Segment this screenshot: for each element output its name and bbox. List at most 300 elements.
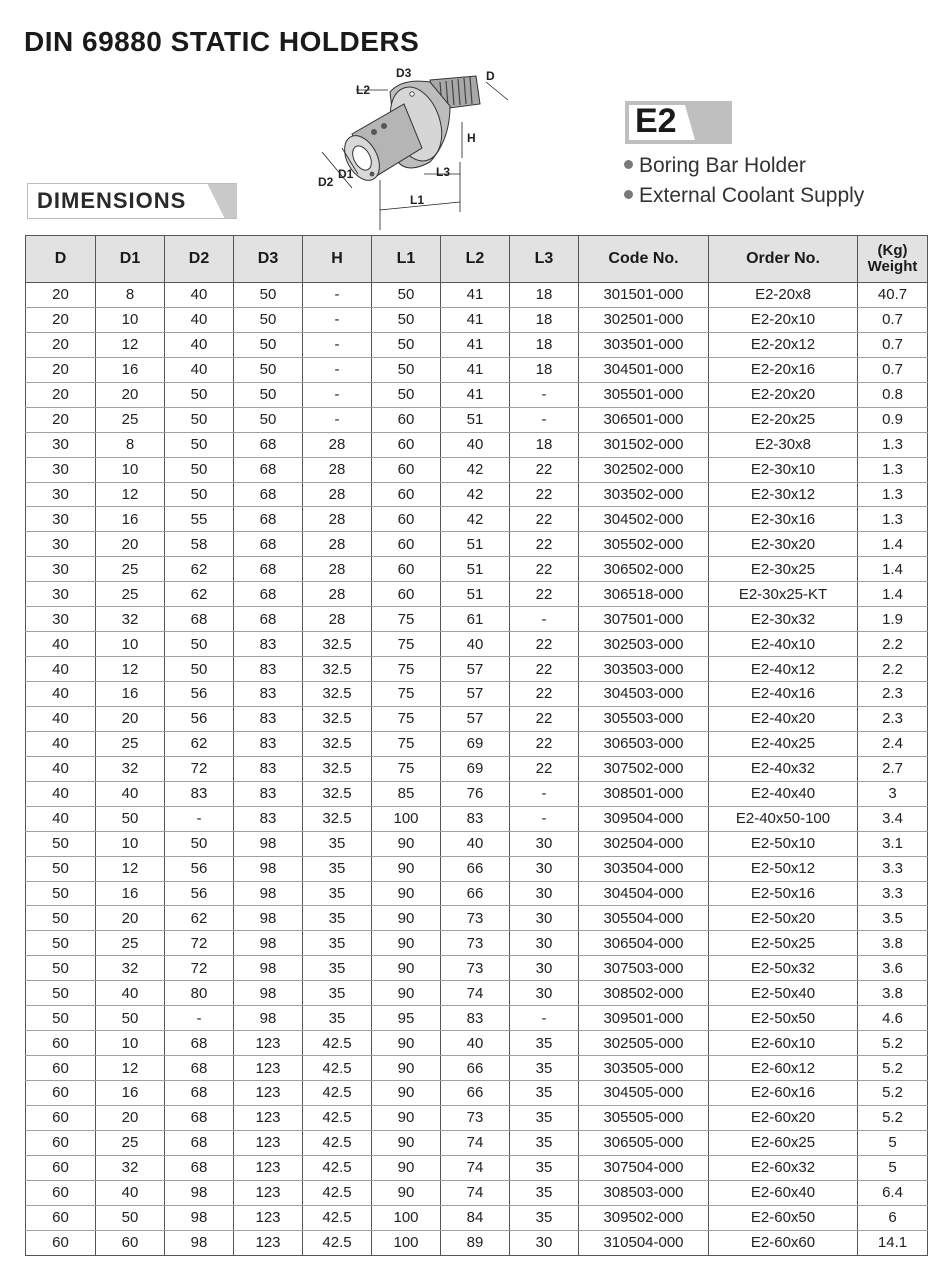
cell-d: 40 [26,632,96,657]
cell-d1: 32 [96,607,165,632]
cell-l2: 51 [441,407,510,432]
cell-d3: 123 [234,1230,303,1255]
cell-l3: 35 [510,1205,579,1230]
cell-d1: 20 [96,1105,165,1130]
column-header-d: D [26,236,96,283]
cell-l1: 90 [372,856,441,881]
table-row [26,1056,928,1081]
cell-l1: 90 [372,1031,441,1056]
cell-weight: 2.2 [858,657,928,682]
cell-weight: 40.7 [858,283,928,308]
cell-weight: 3.8 [858,931,928,956]
cell-d1: 10 [96,831,165,856]
cell-l2: 69 [441,731,510,756]
cell-d2: 68 [165,607,234,632]
cell-h: 28 [303,507,372,532]
cell-d2: 62 [165,582,234,607]
cell-weight: 4.6 [858,1006,928,1031]
cell-d2: 56 [165,682,234,707]
cell-weight: 3 [858,781,928,806]
cell-d1: 50 [96,1205,165,1230]
cell-d2: 56 [165,881,234,906]
cell-d3: 50 [234,283,303,308]
cell-code-no: 304502-000 [579,507,709,532]
cell-h: - [303,307,372,332]
cell-d1: 16 [96,881,165,906]
cell-h: 35 [303,981,372,1006]
cell-order-no: E2-20x20 [709,382,858,407]
cell-l1: 90 [372,1081,441,1106]
cell-d1: 12 [96,657,165,682]
cell-weight: 5 [858,1155,928,1180]
cell-h: 42.5 [303,1180,372,1205]
cell-d2: 68 [165,1105,234,1130]
cell-l3: 30 [510,981,579,1006]
cell-h: 42.5 [303,1205,372,1230]
feature-label: External Coolant Supply [639,184,865,207]
table-row [26,1230,928,1255]
cell-order-no: E2-60x32 [709,1155,858,1180]
cell-d2: 68 [165,1056,234,1081]
cell-l2: 69 [441,756,510,781]
column-header-weight [858,236,928,283]
column-header-d2: D2 [165,236,234,283]
cell-l2: 41 [441,283,510,308]
cell-weight: 3.6 [858,956,928,981]
cell-l3: 22 [510,482,579,507]
cell-code-no: 306505-000 [579,1130,709,1155]
cell-d3: 68 [234,557,303,582]
cell-l3: - [510,407,579,432]
cell-l2: 76 [441,781,510,806]
cell-code-no: 302501-000 [579,307,709,332]
cell-weight: 6.4 [858,1180,928,1205]
cell-d1: 32 [96,1155,165,1180]
cell-l3: 22 [510,532,579,557]
cell-d3: 68 [234,582,303,607]
cell-code-no: 309504-000 [579,806,709,831]
cell-h: 42.5 [303,1105,372,1130]
cell-d2: - [165,1006,234,1031]
static-holder-drawing-icon [312,62,522,234]
cell-weight: 0.7 [858,357,928,382]
cell-code-no: 301502-000 [579,432,709,457]
table-row [26,682,928,707]
cell-l3: 35 [510,1081,579,1106]
cell-code-no: 309501-000 [579,1006,709,1031]
cell-l1: 75 [372,756,441,781]
cell-l3: 35 [510,1105,579,1130]
cell-order-no: E2-30x16 [709,507,858,532]
cell-d2: 56 [165,856,234,881]
cell-d2: 98 [165,1230,234,1255]
cell-l1: 90 [372,1056,441,1081]
cell-l3: 30 [510,856,579,881]
cell-code-no: 307503-000 [579,956,709,981]
column-header-l2: L2 [441,236,510,283]
cell-order-no: E2-60x20 [709,1105,858,1130]
cell-d3: 68 [234,432,303,457]
cell-d3: 83 [234,731,303,756]
cell-h: 28 [303,457,372,482]
cell-order-no: E2-40x40 [709,781,858,806]
cell-d: 30 [26,507,96,532]
cell-code-no: 306518-000 [579,582,709,607]
cell-code-no: 304505-000 [579,1081,709,1106]
cell-d: 20 [26,382,96,407]
table-row [26,532,928,557]
cell-d2: 62 [165,557,234,582]
cell-l2: 41 [441,307,510,332]
cell-code-no: 305503-000 [579,706,709,731]
cell-weight: 1.3 [858,432,928,457]
cell-d: 30 [26,582,96,607]
cell-l3: 22 [510,657,579,682]
cell-d1: 20 [96,706,165,731]
feature-label: Boring Bar Holder [639,154,806,177]
cell-h: 28 [303,432,372,457]
cell-d1: 32 [96,756,165,781]
table-row [26,307,928,332]
column-header-code-no: Code No. [579,236,709,283]
table-row [26,956,928,981]
cell-l1: 50 [372,332,441,357]
cell-order-no: E2-50x20 [709,906,858,931]
cell-d: 30 [26,482,96,507]
cell-h: - [303,357,372,382]
cell-d3: 98 [234,881,303,906]
cell-code-no: 307501-000 [579,607,709,632]
cell-d2: - [165,806,234,831]
cell-l3: 18 [510,307,579,332]
cell-l2: 51 [441,557,510,582]
cell-code-no: 305501-000 [579,382,709,407]
cell-l2: 73 [441,956,510,981]
cell-d1: 25 [96,731,165,756]
cell-l1: 60 [372,407,441,432]
cell-d3: 68 [234,457,303,482]
cell-l1: 90 [372,881,441,906]
cell-weight: 3.3 [858,881,928,906]
cell-d: 20 [26,332,96,357]
cell-d2: 50 [165,432,234,457]
cell-d: 30 [26,557,96,582]
cell-order-no: E2-50x25 [709,931,858,956]
table-row [26,582,928,607]
cell-d1: 8 [96,432,165,457]
diagram-label-d1: D1 [338,167,354,181]
cell-d1: 50 [96,1006,165,1031]
cell-l2: 41 [441,357,510,382]
cell-d: 50 [26,906,96,931]
cell-l2: 41 [441,382,510,407]
cell-l3: - [510,781,579,806]
cell-order-no: E2-60x60 [709,1230,858,1255]
cell-weight: 1.3 [858,507,928,532]
cell-l3: 30 [510,956,579,981]
cell-h: 28 [303,582,372,607]
cell-l1: 60 [372,557,441,582]
cell-d: 20 [26,357,96,382]
cell-l2: 57 [441,657,510,682]
cell-code-no: 308501-000 [579,781,709,806]
cell-d3: 98 [234,856,303,881]
cell-l1: 60 [372,482,441,507]
cell-weight: 3.1 [858,831,928,856]
cell-l1: 50 [372,357,441,382]
cell-l2: 40 [441,432,510,457]
table-row [26,283,928,308]
table-row [26,1155,928,1180]
cell-code-no: 303504-000 [579,856,709,881]
cell-l2: 40 [441,831,510,856]
cell-h: 32.5 [303,731,372,756]
cell-l2: 66 [441,856,510,881]
cell-weight: 1.4 [858,532,928,557]
cell-l1: 50 [372,283,441,308]
column-header-l3: L3 [510,236,579,283]
cell-l1: 85 [372,781,441,806]
cell-order-no: E2-60x25 [709,1130,858,1155]
table-row [26,831,928,856]
cell-d3: 98 [234,931,303,956]
cell-code-no: 302502-000 [579,457,709,482]
cell-d3: 83 [234,632,303,657]
cell-order-no: E2-40x12 [709,657,858,682]
cell-l1: 60 [372,582,441,607]
cell-d3: 123 [234,1081,303,1106]
cell-d: 20 [26,407,96,432]
cell-l3: 18 [510,332,579,357]
cell-weight: 1.4 [858,557,928,582]
cell-h: 42.5 [303,1130,372,1155]
cell-l2: 42 [441,507,510,532]
cell-weight: 5 [858,1130,928,1155]
cell-l3: 35 [510,1180,579,1205]
cell-l3: - [510,607,579,632]
cell-order-no: E2-50x32 [709,956,858,981]
cell-h: - [303,332,372,357]
cell-d: 50 [26,881,96,906]
cell-h: 35 [303,881,372,906]
table-row [26,906,928,931]
cell-order-no: E2-20x10 [709,307,858,332]
cell-h: 35 [303,906,372,931]
cell-weight: 2.3 [858,682,928,707]
bullet-icon [624,160,633,169]
cell-h: 35 [303,931,372,956]
cell-l1: 60 [372,432,441,457]
cell-l1: 100 [372,1230,441,1255]
cell-order-no: E2-30x32 [709,607,858,632]
cell-d3: 50 [234,332,303,357]
cell-d3: 98 [234,1006,303,1031]
table-row [26,657,928,682]
table-row [26,432,928,457]
cell-d: 60 [26,1105,96,1130]
dimensions-table [25,235,928,1256]
cell-d: 50 [26,1006,96,1031]
cell-d2: 50 [165,482,234,507]
dimensions-section-tab [27,183,237,219]
table-row [26,507,928,532]
table-row [26,557,928,582]
cell-l2: 89 [441,1230,510,1255]
cell-h: 32.5 [303,682,372,707]
cell-code-no: 303501-000 [579,332,709,357]
feature-list [624,151,864,211]
cell-l2: 73 [441,1105,510,1130]
table-row [26,756,928,781]
cell-d3: 123 [234,1205,303,1230]
cell-d1: 16 [96,357,165,382]
cell-weight: 3.8 [858,981,928,1006]
cell-d1: 40 [96,1180,165,1205]
cell-l1: 90 [372,906,441,931]
cell-d1: 20 [96,532,165,557]
cell-code-no: 301501-000 [579,283,709,308]
cell-h: 42.5 [303,1056,372,1081]
cell-d2: 72 [165,956,234,981]
cell-l2: 42 [441,457,510,482]
cell-code-no: 306502-000 [579,557,709,582]
cell-h: 28 [303,557,372,582]
cell-d3: 98 [234,831,303,856]
cell-d1: 8 [96,283,165,308]
cell-l1: 75 [372,607,441,632]
table-row [26,332,928,357]
table-row [26,1081,928,1106]
cell-d2: 68 [165,1031,234,1056]
cell-l2: 84 [441,1205,510,1230]
cell-d: 60 [26,1081,96,1106]
cell-l1: 100 [372,806,441,831]
cell-d3: 50 [234,407,303,432]
cell-h: 35 [303,856,372,881]
cell-weight: 2.7 [858,756,928,781]
cell-l1: 75 [372,682,441,707]
series-tag [625,101,732,144]
cell-l1: 90 [372,931,441,956]
cell-h: 42.5 [303,1230,372,1255]
cell-order-no: E2-40x16 [709,682,858,707]
column-header-l1: L1 [372,236,441,283]
cell-l1: 90 [372,1130,441,1155]
cell-l3: 22 [510,756,579,781]
cell-l1: 75 [372,657,441,682]
cell-d2: 98 [165,1205,234,1230]
cell-d1: 10 [96,1031,165,1056]
table-row [26,357,928,382]
cell-order-no: E2-20x8 [709,283,858,308]
cell-h: - [303,283,372,308]
column-header-d1: D1 [96,236,165,283]
cell-code-no: 306501-000 [579,407,709,432]
cell-order-no: E2-30x10 [709,457,858,482]
cell-d: 40 [26,756,96,781]
cell-l2: 66 [441,1081,510,1106]
cell-d: 50 [26,981,96,1006]
cell-l1: 60 [372,532,441,557]
diagram-label-l3: L3 [436,165,451,179]
cell-d: 30 [26,607,96,632]
column-header-h: H [303,236,372,283]
weight-label: Weight [867,258,918,275]
cell-d3: 68 [234,507,303,532]
cell-l3: 30 [510,831,579,856]
cell-h: 35 [303,956,372,981]
cell-d3: 123 [234,1031,303,1056]
cell-d1: 16 [96,682,165,707]
cell-order-no: E2-60x50 [709,1205,858,1230]
cell-h: 28 [303,532,372,557]
cell-d: 60 [26,1180,96,1205]
cell-l3: 35 [510,1056,579,1081]
cell-code-no: 304501-000 [579,357,709,382]
cell-l2: 83 [441,1006,510,1031]
cell-order-no: E2-30x20 [709,532,858,557]
table-row [26,407,928,432]
cell-d: 20 [26,283,96,308]
cell-l2: 73 [441,931,510,956]
cell-code-no: 309502-000 [579,1205,709,1230]
cell-l3: 22 [510,731,579,756]
series-tag-label: E2 [635,102,677,140]
cell-h: 32.5 [303,706,372,731]
column-header-order-no: Order No. [709,236,858,283]
cell-l1: 90 [372,831,441,856]
cell-weight: 2.4 [858,731,928,756]
cell-d2: 58 [165,532,234,557]
cell-d1: 12 [96,332,165,357]
cell-weight: 2.3 [858,706,928,731]
cell-l2: 57 [441,706,510,731]
cell-d3: 123 [234,1056,303,1081]
cell-d3: 98 [234,981,303,1006]
cell-weight: 5.2 [858,1056,928,1081]
cell-d: 50 [26,956,96,981]
cell-code-no: 310504-000 [579,1230,709,1255]
cell-d3: 83 [234,806,303,831]
cell-d2: 50 [165,657,234,682]
cell-d3: 123 [234,1155,303,1180]
cell-order-no: E2-60x12 [709,1056,858,1081]
cell-weight: 3.3 [858,856,928,881]
cell-d1: 25 [96,582,165,607]
table-row [26,806,928,831]
cell-l1: 75 [372,731,441,756]
cell-l2: 51 [441,582,510,607]
cell-l3: 22 [510,557,579,582]
cell-code-no: 306503-000 [579,731,709,756]
cell-d: 60 [26,1155,96,1180]
cell-code-no: 307502-000 [579,756,709,781]
cell-d3: 83 [234,706,303,731]
cell-h: 32.5 [303,781,372,806]
cell-code-no: 305502-000 [579,532,709,557]
cell-l1: 95 [372,1006,441,1031]
table-row [26,1031,928,1056]
cell-l3: - [510,806,579,831]
cell-l3: 22 [510,507,579,532]
table-row [26,457,928,482]
cell-l2: 66 [441,1056,510,1081]
cell-d2: 98 [165,1180,234,1205]
cell-order-no: E2-30x12 [709,482,858,507]
cell-d: 30 [26,532,96,557]
cell-code-no: 302505-000 [579,1031,709,1056]
cell-order-no: E2-50x40 [709,981,858,1006]
